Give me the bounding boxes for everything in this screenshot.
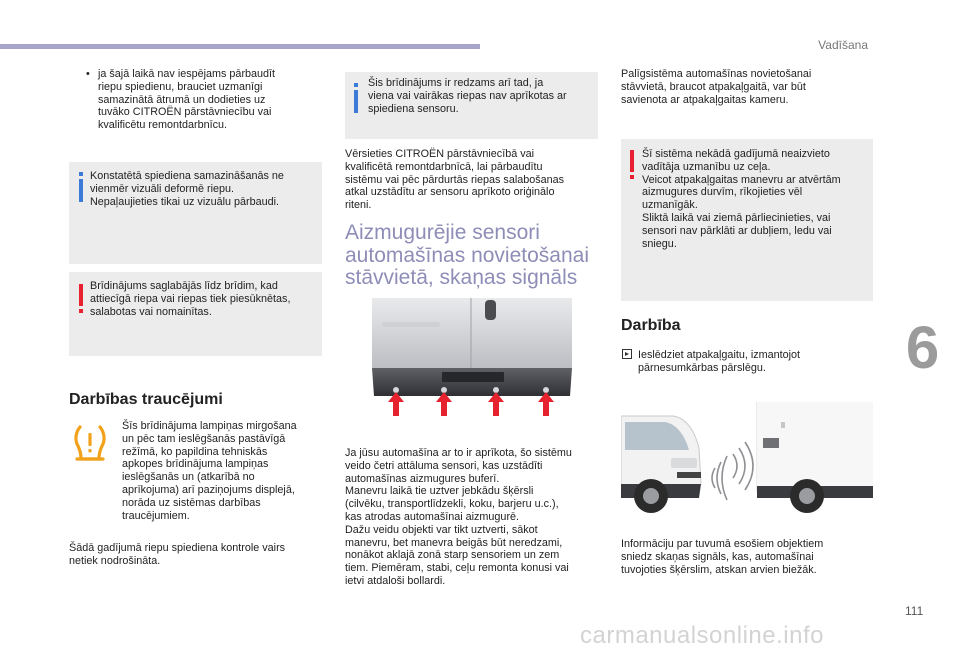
arrow-right-icon	[622, 349, 638, 375]
text-line: manevru, bet manevra beigās būt neredzami,	[345, 536, 563, 549]
paragraph	[345, 148, 600, 212]
text-line: apkopes brīdinājuma lampiņas	[122, 458, 269, 471]
info-mark-icon	[354, 83, 358, 113]
info-mark-icon	[79, 172, 83, 202]
text-line: Šis brīdinājums ir redzams arī tad, ja	[368, 77, 544, 89]
text-line: Brīdinājums saglabājās līdz brīdim, kad	[90, 280, 278, 292]
text-line: automašīnas aizmugures buferī.	[345, 472, 500, 485]
text-line: Dažu veidu objekti var tikt uztverti, sākot	[345, 523, 538, 536]
info-box	[345, 72, 598, 139]
text-line: aprīkojuma) arī paziņojums displejā,	[122, 483, 295, 496]
text-line: ietvi atdaloši bollardi.	[345, 574, 446, 587]
rear-sensors-illustration	[372, 298, 572, 418]
text-line: atkal uzstādītu ar sensoru aprīkoto oriģinālo	[345, 186, 555, 199]
step-item	[622, 349, 877, 375]
paragraph	[621, 538, 876, 576]
text-line: riepu spiedienu, brauciet uzmanīgi	[98, 80, 263, 93]
text-line: attiecīgā riepa vai riepas tiek piesūknētas,	[90, 292, 291, 305]
text-line: salabotas vai nomainītas.	[90, 305, 212, 318]
text-line: tuvāko CITROËN pārstāvniecību vai	[98, 106, 272, 119]
text-line: riteni.	[345, 199, 372, 212]
text-line: stāvvietā, braucot atpakaļgaitā, var būt	[621, 80, 806, 93]
text-line: sistēmu vai pēc pārdurtās riepas salabošanas	[345, 173, 565, 186]
section-heading: Darbība	[621, 317, 681, 334]
tpms-warning-icon	[73, 424, 107, 462]
chapter-tab	[885, 310, 960, 385]
text-line: kas atrodas automašīnai aizmugurē.	[345, 510, 520, 523]
text-line: Šīs brīdinājuma lampiņas mirgošana	[122, 420, 297, 432]
text-line: kvalificētu remontdarbnīcu.	[98, 119, 228, 132]
text-line: aizmugures durvīm, rīkojieties vēl	[642, 186, 803, 199]
text-line: kvalificētā remontdarbnīcā, lai pārbaudītu	[345, 160, 543, 173]
text-line: režīmā, ko papildina tehniskās	[122, 445, 268, 458]
text-line: sniedz skaņas signāls, kas, automašīnai	[621, 550, 814, 563]
text-line: traucējumiem.	[122, 509, 190, 522]
text-line: Vērsieties CITROËN pārstāvniecībā vai	[345, 148, 535, 160]
text-line: tiem. Piemēram, stabi, ceļu remonta konusi vai	[345, 562, 569, 575]
text-line: Informāciju par tuvumā esošiem objektiem	[621, 538, 824, 550]
text-line: Konstatētā spiediena samazināšanās ne	[90, 170, 284, 182]
bullet-item	[86, 68, 326, 132]
text-line: un pēc tam ieslēgšanās pastāvīgā	[122, 432, 286, 445]
warning-mark-icon	[630, 150, 634, 180]
text-line: (cilvēku, transportlīdzekli, koku, barjeru u.c.),	[345, 498, 559, 511]
text-line: Ieslēdziet atpakaļgaitu, izmantojot	[638, 349, 801, 361]
warning-mark-icon	[79, 284, 83, 314]
text-line: Nepaļaujieties tikai uz vizuālu pārbaudi.	[90, 195, 280, 208]
info-box-text	[368, 77, 596, 115]
info-box-text	[90, 170, 318, 208]
text-line: samazinātā ātrumā un dodieties uz	[98, 93, 266, 106]
chapter-number: 6	[905, 314, 940, 381]
text-line: vadītāja uzmanību uz ceļa.	[642, 160, 771, 173]
paragraph	[345, 447, 605, 588]
text-line: vienmēr vizuāli deformē riepu.	[90, 182, 235, 195]
info-box	[69, 162, 322, 264]
warning-box	[621, 139, 873, 301]
text-line: Veicot atpakaļgaitas manevru ar atvērtām	[642, 173, 841, 186]
text-line: spiediena sensoru.	[368, 102, 459, 115]
bullet-text	[98, 68, 275, 132]
warning-box-text	[642, 148, 870, 250]
text-line: tuvojoties šķērslim, atskan arvien biežāk.	[621, 563, 817, 576]
warning-box-text	[90, 280, 320, 318]
fault-description	[122, 420, 327, 522]
text-line: Ja jūsu automašīna ar to ir aprīkota, šo sistēmu	[345, 447, 572, 459]
page-number: 111	[905, 604, 924, 618]
parking-sound-illustration	[621, 402, 873, 520]
text-line: Šādā gadījumā riepu spiediena kontrole vairs	[69, 542, 286, 554]
text-line: netiek nodrošināta.	[69, 554, 161, 567]
text-line: Šī sistēma nekādā gadījumā neaizvieto	[642, 148, 830, 160]
section-heading	[345, 222, 605, 290]
heading-line: Aizmugurējie sensori	[345, 221, 540, 244]
heading-line: automašīnas novietošanai	[345, 243, 589, 267]
text-line: ieslēgšanās un (atkarībā no	[122, 471, 255, 484]
text-line: norāda uz sistēmas darbības	[122, 496, 261, 509]
section-heading: Darbības traucējumi	[69, 391, 223, 408]
warning-box	[69, 272, 322, 356]
step-text	[638, 349, 800, 375]
heading-line: stāvvietā, skaņas signāls	[345, 266, 578, 289]
text-line: savienota ar atpakaļgaitas kameru.	[621, 93, 789, 106]
text-line: Manevru laikā tie uztver jebkādu šķērsli	[345, 485, 534, 498]
text-line: Palīgsistēma automašīnas novietošanai	[621, 68, 812, 80]
text-line: uzmanīgāk.	[642, 199, 698, 212]
text-line: viena vai vairākas riepas nav aprīkotas ar	[368, 89, 567, 102]
text-line: sensori nav pārklāti ar dubļiem, ledu vai	[642, 224, 832, 237]
bullet-marker: •	[86, 68, 90, 80]
watermark: carmanualsonline.info	[580, 622, 824, 649]
text-line: nonākot aklajā zonā starp sensoriem un zem	[345, 549, 560, 562]
section-title: Vadīšana	[818, 38, 868, 52]
text-line: sniegu.	[642, 237, 677, 250]
text-line: ja šajā laikā nav iespējams pārbaudīt	[98, 68, 276, 80]
header-bar	[0, 44, 480, 49]
text-line: Sliktā laikā vai ziemā pārliecinieties, vai	[642, 211, 831, 224]
closing-paragraph	[69, 542, 324, 568]
text-line: veido četri attāluma sensori, kas uzstādīti	[345, 459, 543, 472]
text-line: pārnesumkārbas pārslēgu.	[638, 361, 766, 374]
paragraph	[621, 68, 876, 106]
